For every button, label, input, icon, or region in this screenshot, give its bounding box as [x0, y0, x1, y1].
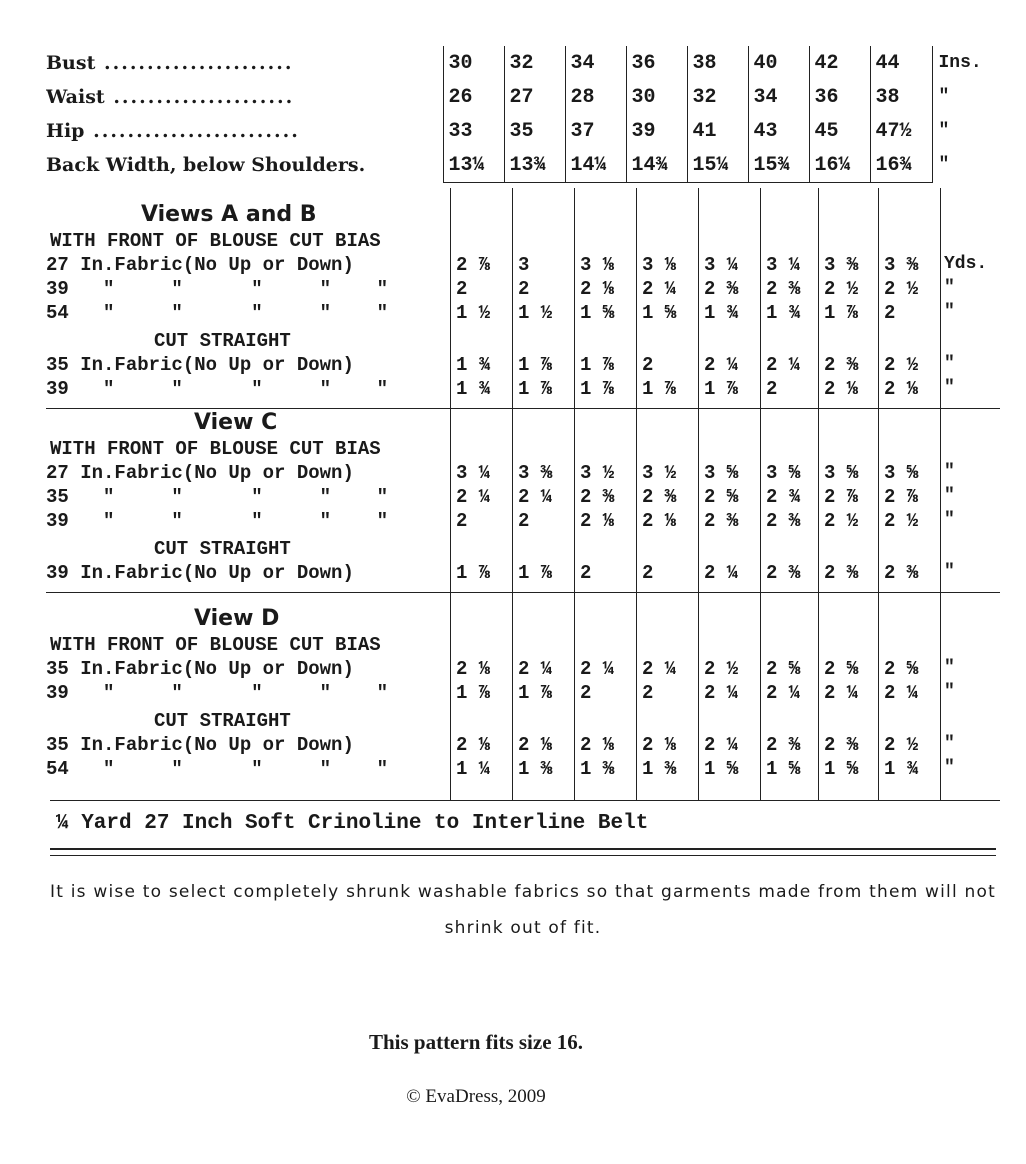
yardage-value: 2 ⅜ — [884, 562, 919, 584]
yardage-value: 2 ⅜ — [704, 510, 739, 532]
yardage-value: 1 ⅝ — [580, 302, 615, 324]
yardage-value: 1 ⅝ — [704, 758, 739, 780]
yardage-row — [46, 486, 1000, 510]
yardage-row — [46, 682, 1000, 706]
yardage-value: 2 ⅛ — [580, 734, 615, 756]
measurement-value: 30 — [443, 46, 504, 80]
measurement-value: 15¼ — [687, 148, 748, 183]
grid-rule — [46, 408, 1000, 409]
yardage-value: 2 — [766, 378, 778, 400]
yardage-value: 2 ⅜ — [766, 510, 801, 532]
yardage-value: 2 ½ — [884, 278, 919, 300]
measurement-value: 15¾ — [748, 148, 809, 183]
yardage-value: 2 ¼ — [518, 486, 553, 508]
measurement-label — [46, 114, 443, 148]
unit-label: " — [944, 658, 955, 678]
yardage-value: 2 ⅜ — [642, 486, 677, 508]
yardage-value: 2 — [642, 354, 654, 376]
yardage-value: 2 ⅜ — [824, 562, 859, 584]
measurement-row — [46, 114, 1000, 148]
yardage-row — [46, 734, 1000, 758]
copyright: © EvaDress, 2009 — [406, 1086, 546, 1107]
measurement-row — [46, 46, 1000, 80]
yardage-row — [46, 510, 1000, 534]
yardage-value: 1 ½ — [456, 302, 491, 324]
yardage-value: 2 — [642, 682, 654, 704]
measurement-value: 26 — [443, 80, 504, 114]
fabric-label: 35 " " " " " — [46, 486, 389, 508]
measurement-value: 28 — [565, 80, 626, 114]
yardage-row — [46, 758, 1000, 782]
yardage-value: 2 ⅛ — [580, 278, 615, 300]
yardage-value: 1 ⅜ — [642, 758, 677, 780]
yardage-value: 1 ⅞ — [518, 378, 553, 400]
yardage-value: 2 — [884, 302, 896, 324]
fabric-label: 27 In.Fabric(No Up or Down) — [46, 254, 354, 276]
yardage-value: 2 ⅝ — [766, 658, 801, 680]
yardage-value: 3 ⅝ — [884, 462, 919, 484]
measurement-value: 14¾ — [626, 148, 687, 183]
yardage-value: 2 ⅜ — [766, 278, 801, 300]
measurement-value: 34 — [748, 80, 809, 114]
yardage-value: 2 — [518, 278, 530, 300]
unit-label: Ins. — [932, 46, 1000, 80]
yardage-value: 2 ⅛ — [884, 378, 919, 400]
yardage-value: 1 ⅞ — [456, 562, 491, 584]
yardage-value: 1 ⅞ — [518, 682, 553, 704]
measurement-value: 42 — [809, 46, 870, 80]
yardage-row — [46, 354, 1000, 378]
yardage-value: 2 ¼ — [704, 562, 739, 584]
yardage-value: 2 ⅞ — [824, 486, 859, 508]
yardage-value: 2 ¼ — [580, 658, 615, 680]
unit-label: Yds. — [944, 254, 988, 274]
unit-label: " — [944, 734, 955, 754]
yardage-value: 2 ⅜ — [824, 354, 859, 376]
measurement-value: 35 — [504, 114, 565, 148]
yardage-value: 3 ⅜ — [518, 462, 553, 484]
bias-heading: WITH FRONT OF BLOUSE CUT BIAS — [50, 230, 381, 252]
yardage-value: 2 ⅞ — [456, 254, 491, 276]
fabric-label: 27 In.Fabric(No Up or Down) — [46, 462, 354, 484]
yardage-value: 2 — [580, 562, 592, 584]
grid-rule — [50, 800, 1000, 801]
straight-heading: CUT STRAIGHT — [154, 330, 291, 352]
measurement-value: 27 — [504, 80, 565, 114]
unit-label: " — [944, 378, 955, 398]
yardage-value: 2 ⅞ — [884, 486, 919, 508]
fabric-label: 39 " " " " " — [46, 278, 389, 300]
yardage-value: 3 ⅜ — [884, 254, 919, 276]
measurement-label — [46, 46, 443, 80]
yardage-value: 1 ⅝ — [824, 758, 859, 780]
yardage-row — [46, 302, 1000, 326]
yardage-value: 2 ⅛ — [456, 658, 491, 680]
yardage-value: 2 ⅛ — [642, 734, 677, 756]
yardage-value: 1 ¾ — [704, 302, 739, 324]
yardage-value: 2 ¼ — [884, 682, 919, 704]
unit-label: " — [944, 278, 955, 298]
yardage-value: 2 ⅝ — [884, 658, 919, 680]
leader-dots: ........................ — [84, 120, 300, 142]
measurement-label — [46, 148, 443, 183]
yardage-value: 2 ⅛ — [824, 378, 859, 400]
yardage-value: 3 ¼ — [766, 254, 801, 276]
unit-label: " — [932, 114, 1000, 148]
yardage-value: 3 ½ — [580, 462, 615, 484]
yardage-value: 3 ⅝ — [766, 462, 801, 484]
yardage-value: 2 ⅜ — [824, 734, 859, 756]
belt-note: ¼ Yard 27 Inch Soft Crinoline to Interline Belt — [56, 812, 649, 835]
straight-heading: CUT STRAIGHT — [154, 538, 291, 560]
measurement-value: 30 — [626, 80, 687, 114]
yardage-value: 1 ⅞ — [518, 562, 553, 584]
measurement-value: 38 — [687, 46, 748, 80]
measurement-value: 40 — [748, 46, 809, 80]
yardage-value: 1 ⅝ — [766, 758, 801, 780]
yardage-value: 2 ⅝ — [824, 658, 859, 680]
yardage-value: 1 ⅞ — [518, 354, 553, 376]
yardage-value: 2 ⅜ — [766, 734, 801, 756]
fabric-label: 39 " " " " " — [46, 378, 389, 400]
measurement-value: 33 — [443, 114, 504, 148]
yardage-value: 3 ⅝ — [704, 462, 739, 484]
yardage-value: 2 ¼ — [704, 682, 739, 704]
yardage-value: 1 ⅜ — [518, 758, 553, 780]
measurement-value: 36 — [626, 46, 687, 80]
yardage-value: 2 ⅛ — [456, 734, 491, 756]
yardage-value: 3 ¼ — [704, 254, 739, 276]
straight-heading: CUT STRAIGHT — [154, 710, 291, 732]
bias-heading: WITH FRONT OF BLOUSE CUT BIAS — [50, 634, 381, 656]
measurement-value: 34 — [565, 46, 626, 80]
yardage-value: 1 ¾ — [766, 302, 801, 324]
measurement-label-text: Back Width, below Shoulders. — [46, 154, 366, 177]
measurement-label-text: Bust — [46, 52, 96, 74]
yardage-value: 1 ⅞ — [456, 682, 491, 704]
yardage-value: 3 ¼ — [456, 462, 491, 484]
measurement-label-text: Waist — [46, 86, 105, 108]
measurement-value: 37 — [565, 114, 626, 148]
yardage-value: 2 ⅝ — [704, 486, 739, 508]
yardage-value: 2 ¼ — [766, 354, 801, 376]
yardage-row — [46, 462, 1000, 486]
leader-dots: ..................... — [104, 86, 295, 108]
yardage-value: 2 ⅛ — [580, 510, 615, 532]
unit-label: " — [944, 510, 955, 530]
yardage-value: 2 ¾ — [766, 486, 801, 508]
measurement-label — [46, 80, 443, 114]
measurement-value: 13¼ — [443, 148, 504, 183]
yardage-value: 2 ¼ — [704, 354, 739, 376]
unit-label: " — [944, 486, 955, 506]
yardage-value: 1 ¾ — [884, 758, 919, 780]
yardage-value: 3 ½ — [642, 462, 677, 484]
measurement-value: 47½ — [870, 114, 932, 148]
yardage-value: 1 ⅞ — [580, 378, 615, 400]
measurement-label-text: Hip — [46, 120, 85, 142]
fabric-label: 39 In.Fabric(No Up or Down) — [46, 562, 354, 584]
fabric-label: 39 " " " " " — [46, 682, 389, 704]
yardage-value: 3 ⅝ — [824, 462, 859, 484]
yardage-value: 2 ½ — [824, 510, 859, 532]
bias-heading: WITH FRONT OF BLOUSE CUT BIAS — [50, 438, 381, 460]
measurement-value: 36 — [809, 80, 870, 114]
yardage-value: 1 ⅜ — [580, 758, 615, 780]
fabric-label: 35 In.Fabric(No Up or Down) — [46, 354, 354, 376]
yardage-value: 3 ⅜ — [824, 254, 859, 276]
unit-label: " — [932, 148, 1000, 183]
measurement-value: 13¾ — [504, 148, 565, 183]
yardage-grid — [46, 188, 1000, 800]
yardage-value: 2 ½ — [884, 510, 919, 532]
yardage-value: 3 — [518, 254, 530, 276]
yardage-value: 2 — [518, 510, 530, 532]
yardage-value: 2 ⅛ — [518, 734, 553, 756]
yardage-value: 2 ½ — [824, 278, 859, 300]
unit-label: " — [944, 562, 955, 582]
unit-label: " — [944, 354, 955, 374]
yardage-value: 2 ¼ — [456, 486, 491, 508]
measurement-value: 32 — [504, 46, 565, 80]
measurement-value: 45 — [809, 114, 870, 148]
measurement-value: 32 — [687, 80, 748, 114]
divider-rule — [50, 848, 996, 850]
yardage-value: 1 ⅞ — [580, 354, 615, 376]
fit-note: This pattern fits size 16. — [368, 1030, 584, 1054]
yardage-value: 2 ¼ — [642, 658, 677, 680]
yardage-value: 2 ½ — [884, 734, 919, 756]
yardage-value: 2 ¼ — [766, 682, 801, 704]
fabric-label: 39 " " " " " — [46, 510, 389, 532]
yardage-value: 1 ¾ — [456, 354, 491, 376]
yardage-value: 2 ⅛ — [642, 510, 677, 532]
measurement-row — [46, 80, 1000, 114]
measurement-value: 43 — [748, 114, 809, 148]
yardage-value: 2 ¼ — [642, 278, 677, 300]
leader-dots: ...................... — [95, 52, 294, 74]
yardage-value: 2 — [642, 562, 654, 584]
yardage-row — [46, 658, 1000, 682]
yardage-value: 2 ½ — [884, 354, 919, 376]
yardage-value: 2 ⅜ — [704, 278, 739, 300]
measurement-value: 41 — [687, 114, 748, 148]
grid-rule — [46, 592, 1000, 593]
shrink-note: It is wise to select completely shrunk washable fabrics so that garments made from them will not shrink out of fit. — [50, 882, 996, 938]
unit-label: " — [944, 758, 955, 778]
yardage-value: 2 ⅜ — [766, 562, 801, 584]
measurement-value: 39 — [626, 114, 687, 148]
yardage-value: 2 — [580, 682, 592, 704]
yardage-value: 1 ⅝ — [642, 302, 677, 324]
measurement-value: 44 — [870, 46, 932, 80]
measurement-value: 38 — [870, 80, 932, 114]
yardage-value: 1 ½ — [518, 302, 553, 324]
view-heading: View D — [194, 606, 280, 631]
fabric-label: 35 In.Fabric(No Up or Down) — [46, 734, 354, 756]
yardage-value: 3 ⅛ — [580, 254, 615, 276]
yardage-value: 2 ¼ — [824, 682, 859, 704]
yardage-value: 3 ⅛ — [642, 254, 677, 276]
unit-label: " — [944, 462, 955, 482]
yardage-row — [46, 378, 1000, 402]
unit-label: " — [944, 682, 955, 702]
fabric-label: 54 " " " " " — [46, 758, 389, 780]
yardage-value: 1 ⅞ — [642, 378, 677, 400]
yardage-value: 2 ½ — [704, 658, 739, 680]
fabric-label: 35 In.Fabric(No Up or Down) — [46, 658, 354, 680]
yardage-value: 1 ¼ — [456, 758, 491, 780]
unit-label: " — [932, 80, 1000, 114]
yardage-value: 2 ¼ — [704, 734, 739, 756]
measurement-value: 16¼ — [809, 148, 870, 183]
view-heading: View C — [194, 410, 278, 435]
yardage-value: 2 ⅜ — [580, 486, 615, 508]
yardage-row — [46, 562, 1000, 586]
yardage-value: 2 ¼ — [518, 658, 553, 680]
divider-rule — [50, 855, 996, 856]
measurement-value: 16¾ — [870, 148, 932, 183]
yardage-row — [46, 254, 1000, 278]
view-heading: Views A and B — [141, 202, 317, 227]
measurement-value: 14¼ — [565, 148, 626, 183]
yardage-value: 1 ¾ — [456, 378, 491, 400]
unit-label: " — [944, 302, 955, 322]
measurement-row — [46, 148, 1000, 183]
yardage-row — [46, 278, 1000, 302]
yardage-value: 2 — [456, 510, 468, 532]
fabric-label: 54 " " " " " — [46, 302, 389, 324]
body-measurements-table — [46, 46, 1000, 183]
yardage-value: 2 — [456, 278, 468, 300]
yardage-value: 1 ⅞ — [824, 302, 859, 324]
yardage-value: 1 ⅞ — [704, 378, 739, 400]
